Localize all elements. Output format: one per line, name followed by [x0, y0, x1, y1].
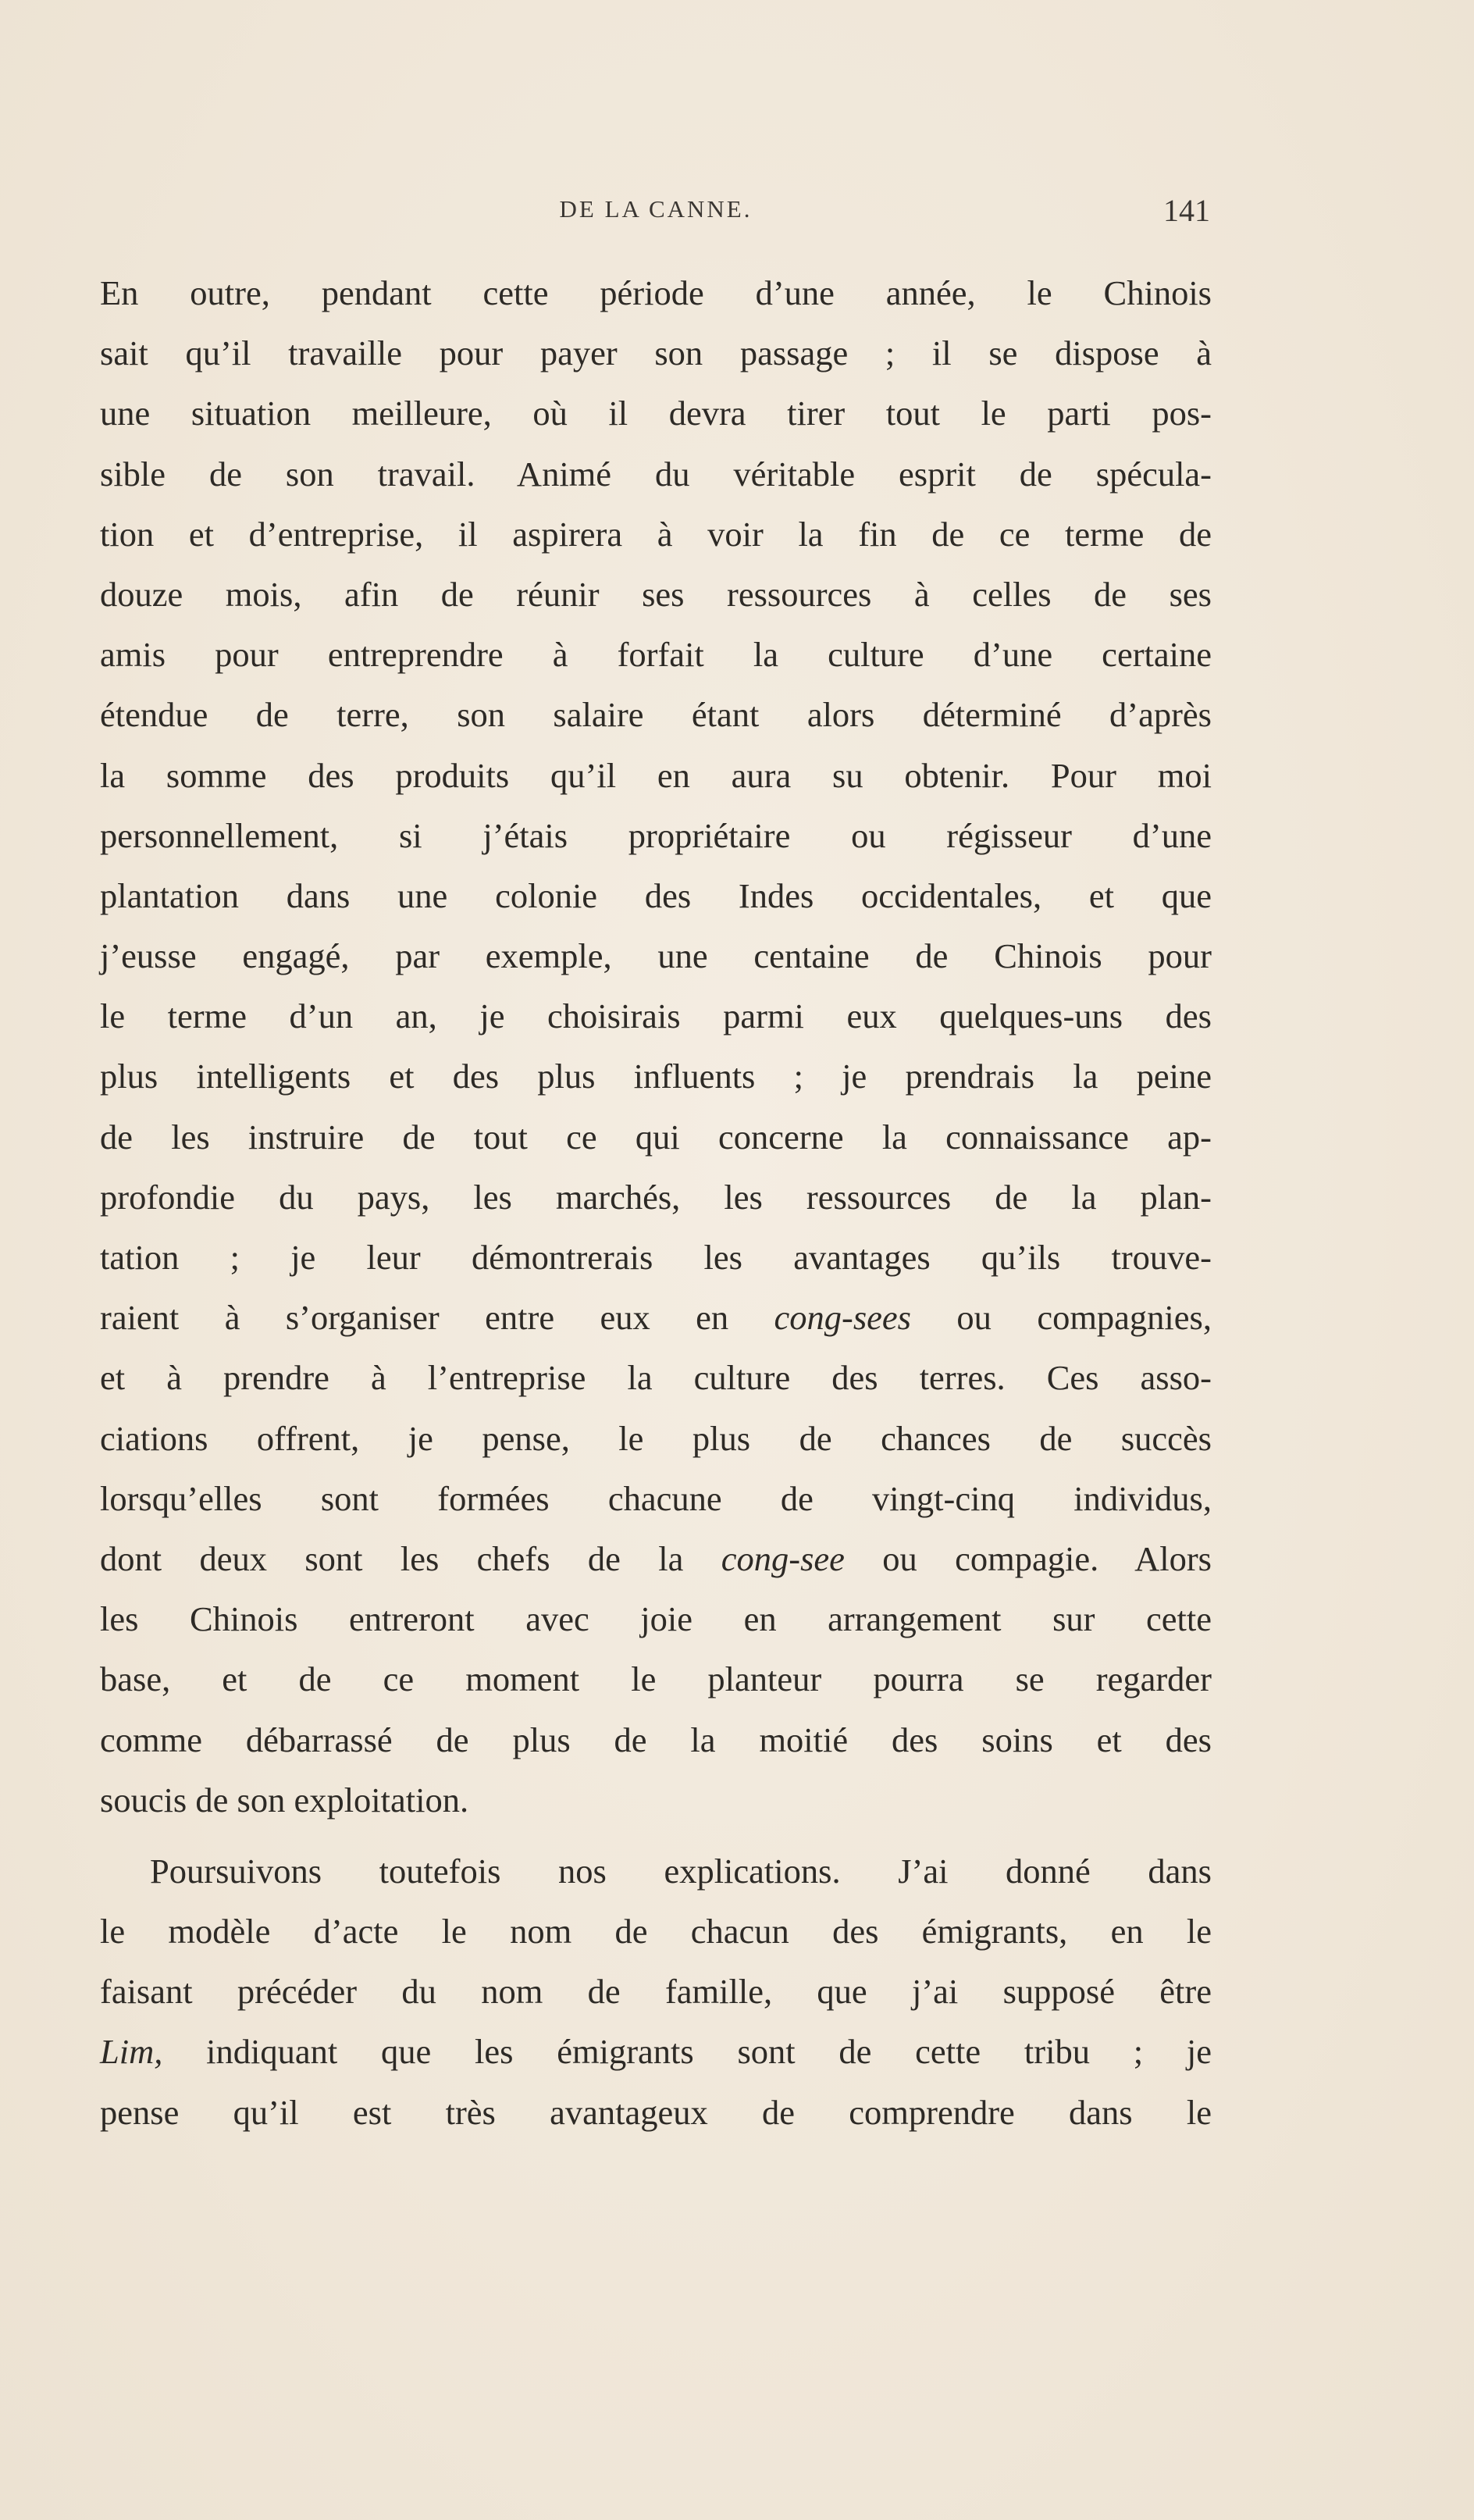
text-line: profondie du pays, les marchés, les ressources de la plan- [100, 1177, 1212, 1217]
text-line: amis pour entreprendre à forfait la culture d’une certaine [100, 635, 1212, 675]
text-line: tion et d’entreprise, il aspirera à voir la fin de ce terme de [100, 514, 1212, 554]
body-text [100, 263, 1212, 2143]
text-line: pense qu’il est très avantageux de comprendre dans le [100, 2092, 1212, 2132]
text-line: personnellement, si j’étais propriétaire ou régisseur d’une [100, 815, 1212, 855]
text-line: tation ; je leur démontrerais les avantages qu’ils trouve- [100, 1238, 1212, 1277]
text-line: faisant précéder du nom de famille, que j’ai supposé être [100, 1972, 1212, 2012]
italic-term: cong-see [721, 1538, 845, 1578]
text-line: de les instruire de tout ce qui concerne la connaissance ap- [100, 1117, 1212, 1157]
text-line [100, 1288, 1212, 1348]
text-line: plus intelligents et des plus influents ; je prendrais la peine [100, 1057, 1212, 1096]
italic-term: Lim, [100, 2032, 163, 2072]
text-line: lorsqu’elles sont formées chacune de vingt-cinq individus, [100, 1478, 1212, 1518]
text-line: les Chinois entreront avec joie en arrangement sur cette [100, 1599, 1212, 1639]
italic-term: cong-sees [774, 1298, 912, 1338]
text-line [100, 1529, 1212, 1589]
text-segment: ou compagnies, [911, 1298, 1212, 1338]
text-line: la somme des produits qu’il en aura su obtenir. Pour moi [100, 755, 1212, 795]
text-segment: ou compagie. Alors [844, 1538, 1212, 1578]
page-number: 141 [1163, 193, 1210, 228]
paragraph-first-line: Poursuivons toutefois nos explications. J’ai donné dans [150, 1851, 1212, 1891]
text-line: plantation dans une colonie des Indes occidentales, et que [100, 875, 1212, 915]
text-line [100, 2022, 1212, 2082]
text-line: sible de son travail. Animé du véritable esprit de spécula- [100, 454, 1212, 494]
text-line: et à prendre à l’entreprise la culture des terres. Ces asso- [100, 1358, 1212, 1398]
text-line: étendue de terre, son salaire étant alors déterminé d’après [100, 695, 1212, 735]
text-line: comme débarrassé de plus de la moitié des soins et des [100, 1720, 1212, 1759]
text-line: douze mois, afin de réunir ses ressources à celles de ses [100, 574, 1212, 614]
text-line: une situation meilleure, où il devra tirer tout le parti pos- [100, 394, 1212, 433]
text-line: le terme d’un an, je choisirais parmi eux quelques-uns des [100, 996, 1212, 1036]
text-segment: indiquant que les émigrants sont de cette tribu ; je [162, 2032, 1212, 2072]
page-header [101, 195, 1210, 242]
text-line: base, et de ce moment le planteur pourra se regarder [100, 1659, 1212, 1699]
text-line: le modèle d’acte le nom de chacun des émigrants, en le [100, 1912, 1212, 1951]
text-line: j’eusse engagé, par exemple, une centaine de Chinois pour [100, 936, 1212, 976]
text-line: soucis de son exploitation. [100, 1780, 469, 1820]
text-segment: raient à s’organiser entre eux en [100, 1298, 774, 1338]
text-line: sait qu’il travaille pour payer son passage ; il se dispose à [100, 333, 1212, 373]
running-title: DE LA CANNE. [559, 195, 753, 223]
text-line: En outre, pendant cette période d’une année, le Chinois [100, 273, 1212, 312]
text-segment: dont deux sont les chefs de la [100, 1538, 721, 1578]
text-line: ciations offrent, je pense, le plus de chances de succès [100, 1418, 1212, 1458]
